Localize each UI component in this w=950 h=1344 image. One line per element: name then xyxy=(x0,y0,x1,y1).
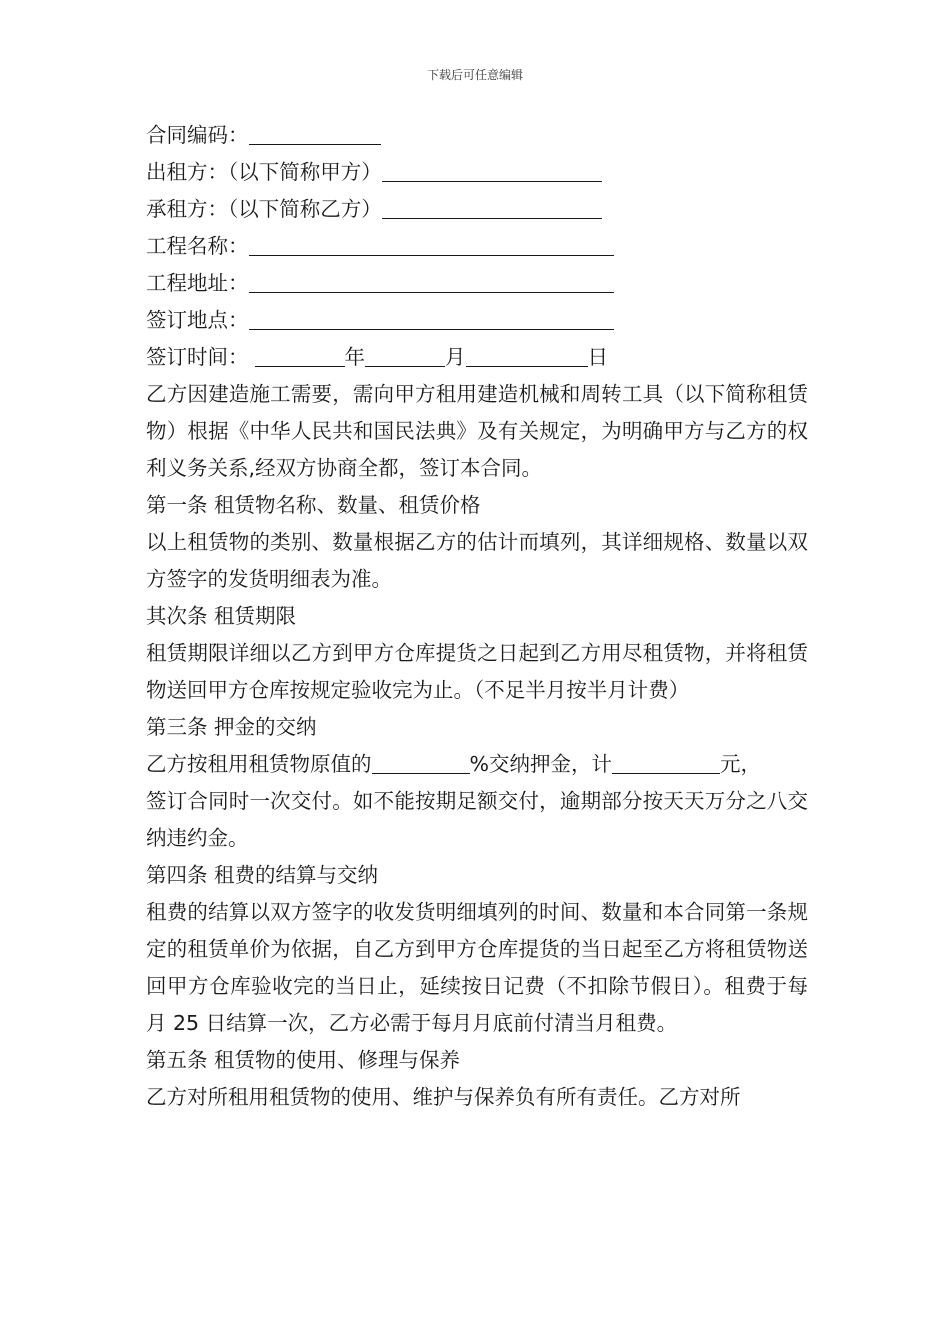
deposit-text-2: %交纳押金，计 xyxy=(469,752,612,776)
article-3-body: 签订合同时一次交付。如不能按期足额交付，逾期部分按天天万分之八交纳违约金。 xyxy=(146,789,808,850)
contract-number-line xyxy=(146,117,808,154)
day-blank xyxy=(466,342,588,367)
deposit-amount-blank xyxy=(612,749,720,774)
article-1-body: 以上租赁物的类别、数量根据乙方的估计而填列，其详细规格、数量以双方签字的发货明细表为准。 xyxy=(146,530,808,591)
sign-place-label: 签订地点： xyxy=(146,308,249,332)
sign-time-label: 签订时间： xyxy=(146,345,249,369)
day-label: 日 xyxy=(587,345,608,369)
project-name-label: 工程名称： xyxy=(146,234,249,258)
sign-place-line xyxy=(146,302,808,339)
year-label: 年 xyxy=(344,345,365,369)
project-address-label: 工程地址： xyxy=(146,271,249,295)
year-blank xyxy=(255,342,345,367)
article-1-title: 第一条 租赁物名称、数量、租赁价格 xyxy=(146,493,481,517)
month-blank xyxy=(365,342,445,367)
project-address-line xyxy=(146,265,808,302)
deposit-text-3: 元， xyxy=(719,752,761,776)
deposit-percent-blank xyxy=(372,749,470,774)
article-2-title: 其次条 租赁期限 xyxy=(146,604,297,628)
lessee-label: 承租方：（以下简称乙方） xyxy=(146,197,382,221)
article-3-deposit-line xyxy=(146,746,808,783)
article-5-title: 第五条 租赁物的使用、修理与保养 xyxy=(146,1048,461,1072)
header-note: 下载后可任意编辑 xyxy=(426,68,523,82)
sign-place-blank xyxy=(249,305,614,330)
lessee-line xyxy=(146,191,808,228)
intro-paragraph: 乙方因建造施工需要，需向甲方租用建造机械和周转工具（以下简称租赁物）根据《中华人民共和国民法典》及有关规定，为明确甲方与乙方的权利义务关系,经双方协商全都，签订本合同。 xyxy=(146,382,808,480)
contract-number-label: 合同编码： xyxy=(146,123,249,147)
project-name-line xyxy=(146,228,808,265)
article-2-body: 租赁期限详细以乙方到甲方仓库提货之日起到乙方用尽租赁物，并将租赁物送回甲方仓库按规定验收完为止。（不足半月按半月计费） xyxy=(146,641,808,702)
sign-time-line xyxy=(146,339,808,376)
article-4-body: 租费的结算以双方签字的收发货明细填列的时间、数量和本合同第一条规定的租赁单价为依据，自乙方到甲方仓库提货的当日起至乙方将租赁物送回甲方仓库验收完的当日止，延续按日记费（不扣除节假日）。租费于每月 25 日结算一次，乙方必需于每月月底前付清当月租费。 xyxy=(146,900,808,1035)
month-label: 月 xyxy=(445,345,466,369)
project-name-blank xyxy=(249,231,614,256)
deposit-text-1: 乙方按租用租赁物原值的 xyxy=(146,752,372,776)
project-address-blank xyxy=(249,268,614,293)
lessor-label: 出租方：（以下简称甲方） xyxy=(146,160,382,184)
lessor-line xyxy=(146,154,808,191)
contract-number-blank xyxy=(249,120,381,145)
article-3-title: 第三条 押金的交纳 xyxy=(146,715,317,739)
lessor-blank xyxy=(382,157,602,182)
contract-body xyxy=(146,117,808,1116)
lessee-blank xyxy=(382,194,602,219)
article-5-body: 乙方对所租用租赁物的使用、维护与保养负有所有责任。乙方对所 xyxy=(146,1085,741,1109)
article-4-title: 第四条 租费的结算与交纳 xyxy=(146,863,379,887)
